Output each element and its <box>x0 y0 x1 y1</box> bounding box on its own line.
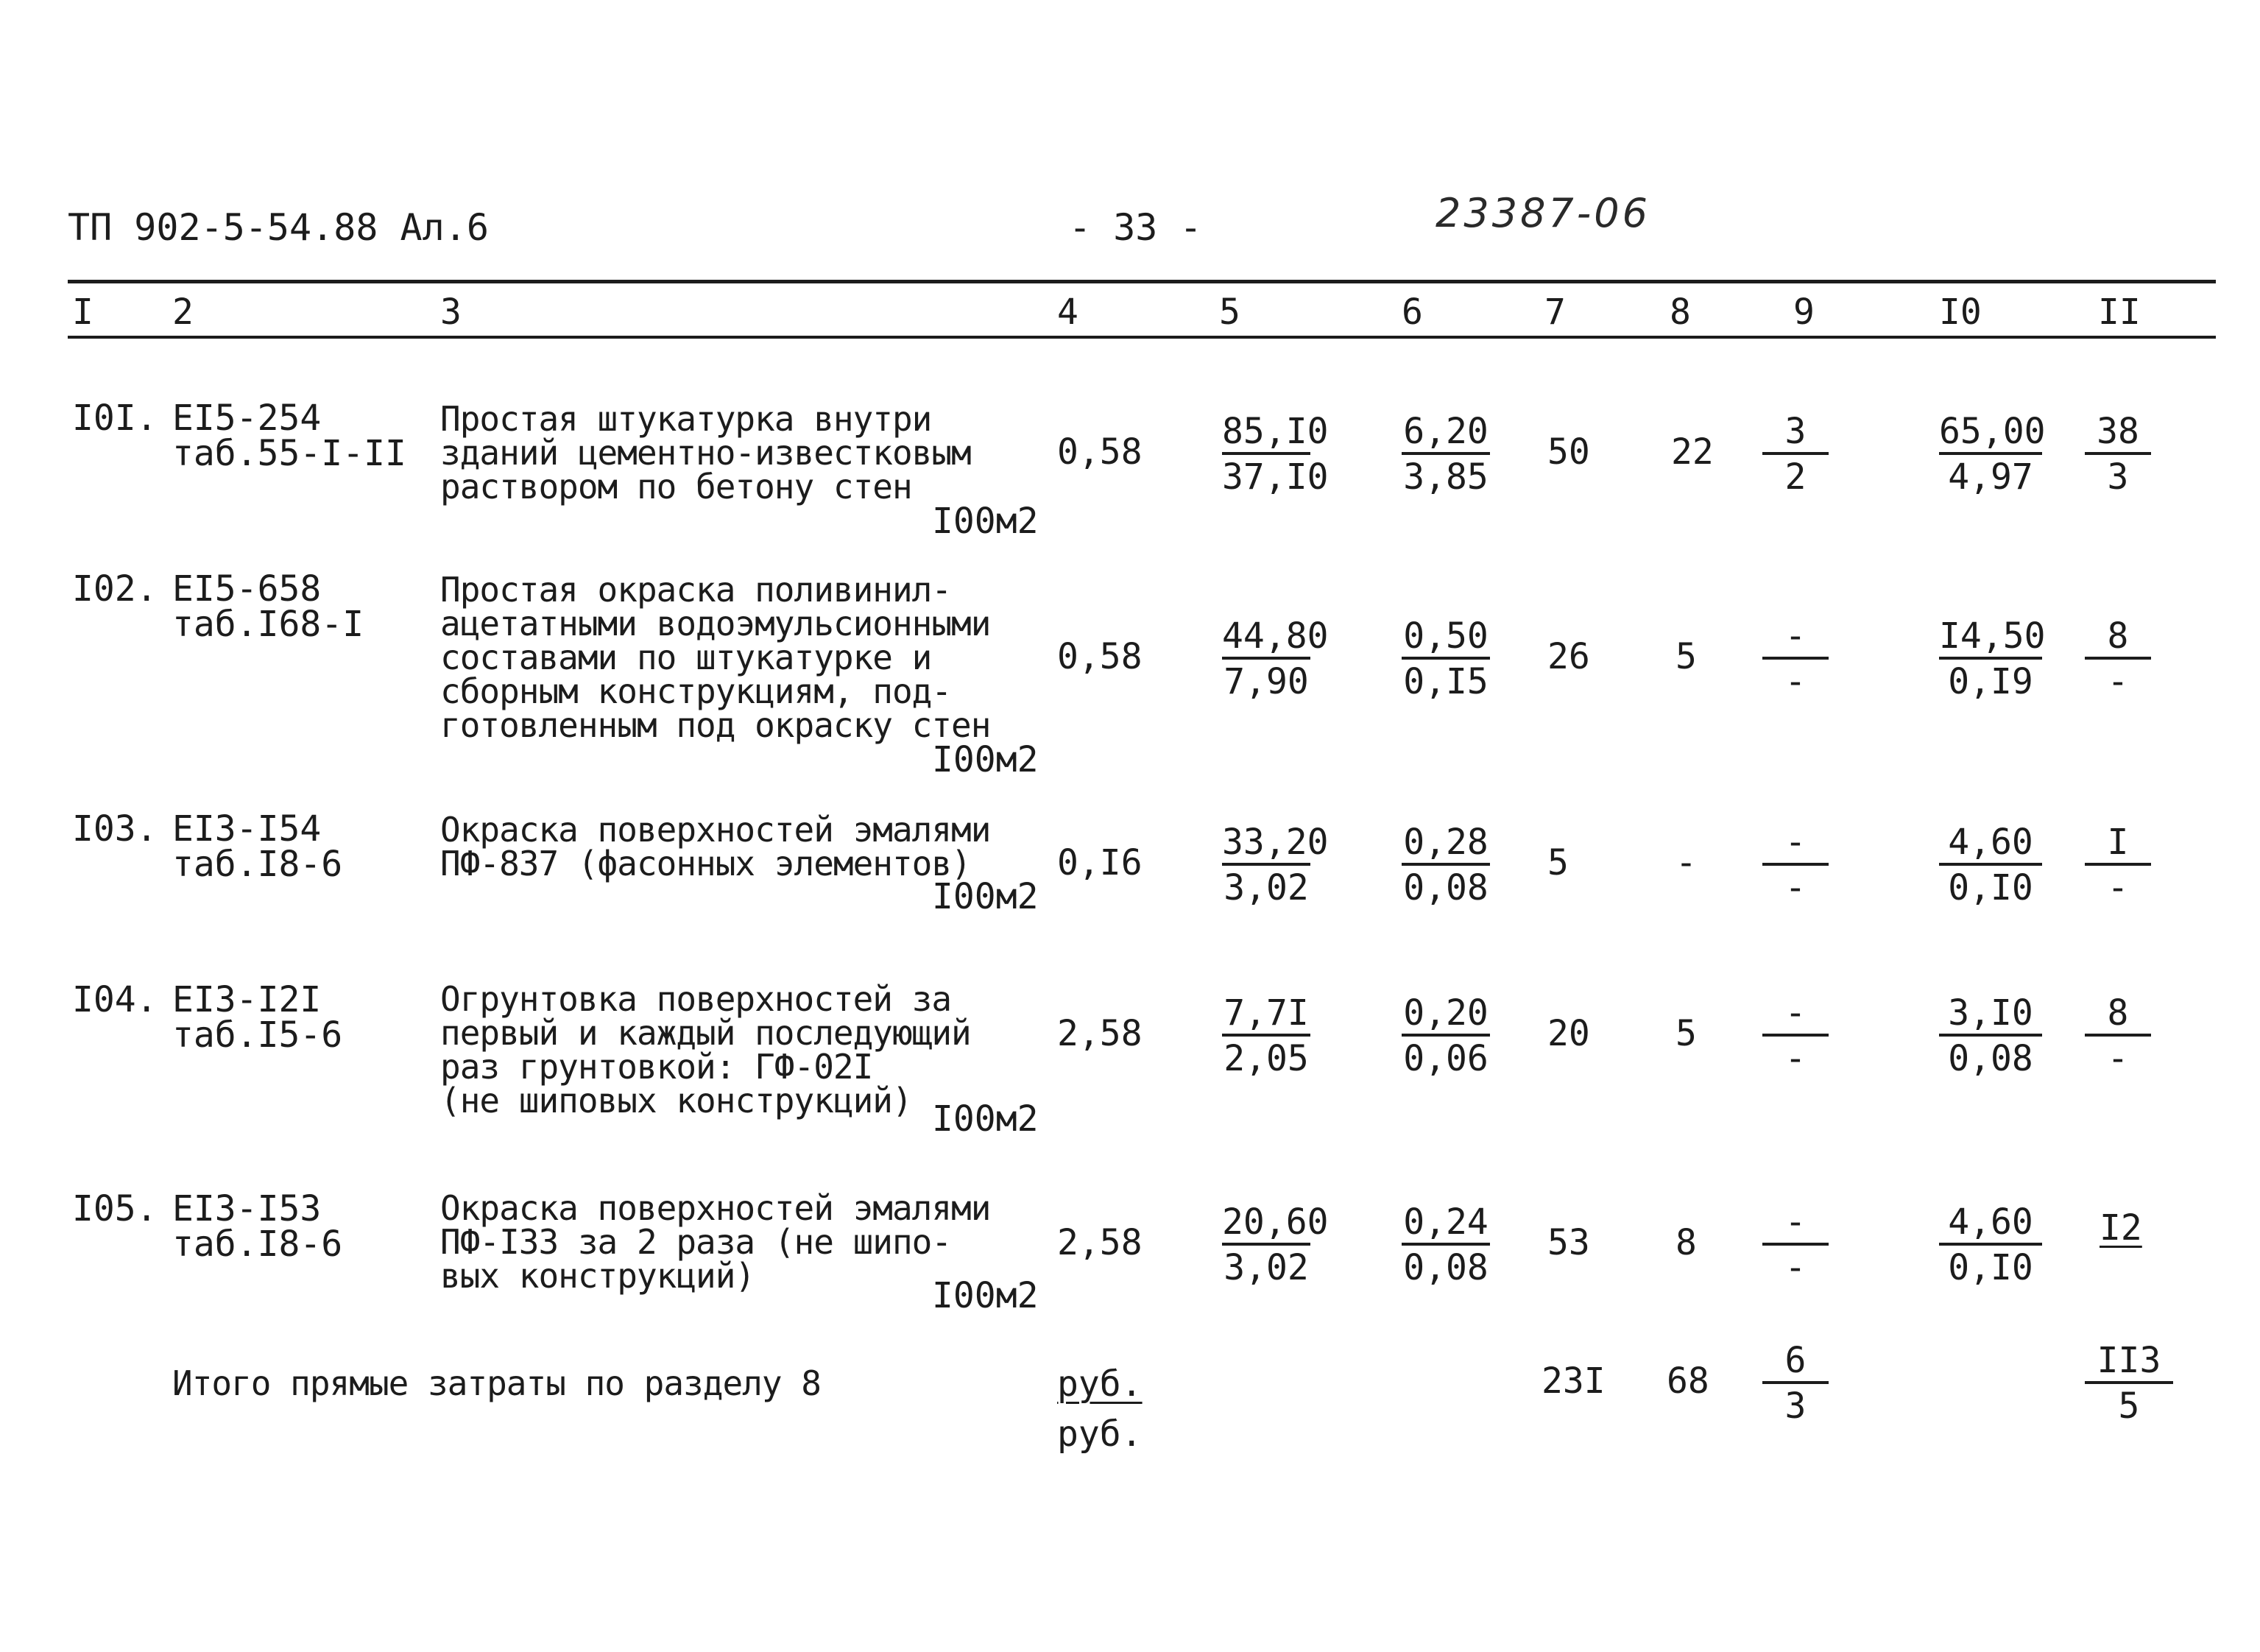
value-col7: 26 <box>1547 636 1590 677</box>
norm-code: EI3-I54 <box>172 808 322 850</box>
cost-fraction-col10: $\frac{I4,50}{0,I9}$ <box>1939 615 2046 702</box>
quantity: 0,58 <box>1057 636 1143 677</box>
cost-fraction-col6: $\frac{0,20}{0,06}$ <box>1402 992 1490 1081</box>
norm-code: EI5-658 <box>172 568 322 610</box>
column-header-9: 9 <box>1793 292 1815 333</box>
work-description: Окраска поверхностей эмалями ПФ-837 (фасонных элементов) <box>440 810 991 883</box>
cost-fraction-col11: 8 - <box>2085 615 2151 704</box>
value-col7: 50 <box>1547 431 1590 473</box>
total-col7: 23I <box>1542 1360 1606 1402</box>
value-col7: 53 <box>1547 1222 1590 1263</box>
total-col8: 68 <box>1667 1360 1709 1402</box>
value-col7: 5 <box>1547 842 1569 883</box>
header-top-rule <box>68 280 2216 283</box>
work-description: Окраска поверхностей эмалями ПФ-I33 за 2 раза (не шипо- вых конструкций) <box>440 1188 991 1296</box>
column-header-11: II <box>2098 292 2141 333</box>
value-col8: - <box>1675 842 1697 883</box>
inventory-stamp: 23387-06 <box>1436 190 1650 236</box>
page-number: - 33 - <box>1069 206 1202 249</box>
row-number: I02. <box>72 568 158 610</box>
column-header-4: 4 <box>1057 292 1078 333</box>
document-code: ТП 902-5-54.88 Ал.6 <box>68 206 489 249</box>
cost-fraction-col6: $\frac{0,50}{0,I5}$ <box>1402 615 1490 704</box>
value-col7: 20 <box>1547 1013 1590 1054</box>
column-header-3: 3 <box>440 292 462 333</box>
work-description: Простая штукатурка внутри зданий цементно-известковым раствором по бетону стен <box>440 399 971 506</box>
norm-table-ref: таб.55-I-II <box>172 433 406 474</box>
cost-fraction-col11: I - <box>2085 822 2151 910</box>
total-unit-bottom: руб. <box>1057 1413 1143 1455</box>
norm-code: EI3-I2I <box>172 979 322 1020</box>
row-number: I03. <box>72 808 158 850</box>
cost-fraction-col10: $\frac{65,00}{4,97}$ <box>1939 411 2046 498</box>
cost-fraction-col9: $\frac{3}{2}$ <box>1762 411 1829 499</box>
cost-fraction-col5: $\frac{33,20}{3,02}$ <box>1222 822 1329 908</box>
column-header-6: 6 <box>1402 292 1423 333</box>
norm-table-ref: таб.I5-6 <box>172 1014 343 1056</box>
total-fraction-col11: $\frac{II3}{5}$ <box>2085 1340 2173 1428</box>
total-fraction-col9: $\frac{6}{3}$ <box>1762 1340 1829 1428</box>
quantity: 2,58 <box>1057 1013 1143 1054</box>
value-col8: 22 <box>1671 431 1714 473</box>
column-header-8: 8 <box>1670 292 1691 333</box>
cost-fraction-col9: - - <box>1762 992 1829 1081</box>
total-unit-top: руб. <box>1057 1363 1143 1405</box>
norm-table-ref: таб.I68-I <box>172 604 364 645</box>
cost-fraction-col11: $\frac{38}{3}$ <box>2085 411 2151 499</box>
unit-of-measure: I00м2 <box>932 1275 1039 1316</box>
total-label: Итого прямые затраты по разделу 8 <box>172 1363 821 1403</box>
norm-table-ref: таб.I8-6 <box>172 1224 343 1265</box>
quantity: 0,58 <box>1057 431 1143 473</box>
row-number: I05. <box>72 1188 158 1229</box>
cost-fraction-col9: - - <box>1762 822 1829 910</box>
unit-of-measure: I00м2 <box>932 739 1039 780</box>
column-header-1: I <box>72 292 93 333</box>
norm-table-ref: таб.I8-6 <box>172 844 343 885</box>
cost-fraction-col6: $\frac{0,24}{0,08}$ <box>1402 1201 1490 1290</box>
quantity: 2,58 <box>1057 1222 1143 1263</box>
cost-fraction-col9: - - <box>1762 1201 1829 1290</box>
value-col8: 8 <box>1675 1222 1697 1263</box>
column-header-2: 2 <box>172 292 194 333</box>
value-col8: 5 <box>1675 1013 1697 1054</box>
unit-of-measure: I00м2 <box>932 501 1039 542</box>
cost-fraction-col10: $\frac{4,60}{0,I0}$ <box>1939 1201 2042 1290</box>
value-col8: 5 <box>1675 636 1697 677</box>
row-number: I0I. <box>72 398 158 439</box>
cost-fraction-col9: - - <box>1762 615 1829 704</box>
cost-fraction-col5: $\frac{44,80}{7,90}$ <box>1222 615 1329 702</box>
work-description: Огрунтовка поверхностей за первый и каждый последующий раз грунтовкой: ГФ-02I (не шиповых конструкций) <box>440 979 971 1120</box>
norm-code: EI5-254 <box>172 398 322 439</box>
cost-fraction-col6: $\frac{0,28}{0,08}$ <box>1402 822 1490 910</box>
row-number: I04. <box>72 979 158 1020</box>
work-description: Простая окраска поливинил- ацетатными водоэмульсионными составами по штукатурке и сборным конструкциям, под- готовленным под окраску стен <box>440 570 991 745</box>
header-bottom-rule <box>68 336 2216 339</box>
column-header-7: 7 <box>1544 292 1566 333</box>
unit-of-measure: I00м2 <box>932 876 1039 917</box>
column-header-5: 5 <box>1219 292 1240 333</box>
value-col11: I2 <box>2100 1207 2142 1249</box>
cost-fraction-col5: $\frac{20,60}{3,02}$ <box>1222 1201 1329 1288</box>
cost-fraction-col5: $\frac{7,7I}{2,05}$ <box>1222 992 1310 1081</box>
quantity: 0,I6 <box>1057 842 1143 883</box>
cost-fraction-col10: $\frac{4,60}{0,I0}$ <box>1939 822 2042 910</box>
cost-fraction-col11: 8 - <box>2085 992 2151 1081</box>
cost-fraction-col6: $\frac{6,20}{3,85}$ <box>1402 411 1490 499</box>
cost-fraction-col10: $\frac{3,I0}{0,08}$ <box>1939 992 2042 1081</box>
norm-code: EI3-I53 <box>172 1188 322 1229</box>
unit-of-measure: I00м2 <box>932 1098 1039 1140</box>
cost-fraction-col5: $\frac{85,I0}{37,I0}$ <box>1222 411 1329 498</box>
column-header-10: I0 <box>1939 292 1982 333</box>
